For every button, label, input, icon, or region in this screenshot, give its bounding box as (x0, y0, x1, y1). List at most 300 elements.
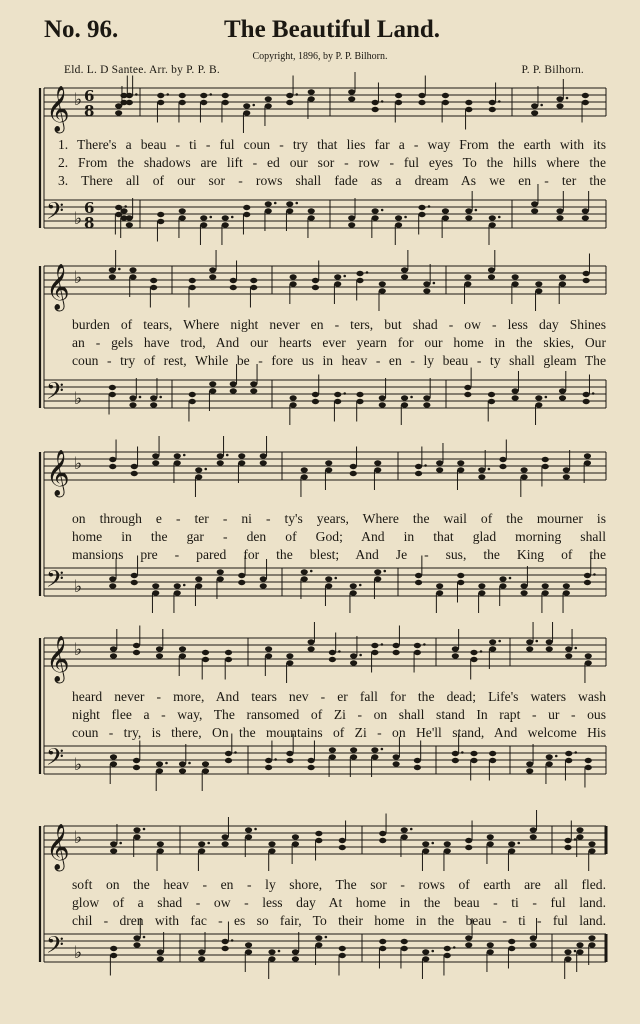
dot (555, 755, 558, 758)
time-signature-bottom: 8 (84, 102, 95, 120)
dot (135, 93, 138, 96)
notehead (157, 93, 164, 98)
dot (381, 643, 384, 646)
notehead (588, 942, 595, 947)
lyric-line: soft on the heav - en - ly shore, The sor - rows of earth are all fled. (72, 877, 606, 892)
notehead (436, 460, 443, 465)
notehead (129, 395, 136, 400)
notehead (195, 467, 202, 472)
bass-staff (44, 377, 606, 410)
notehead (222, 100, 229, 105)
notehead (129, 402, 136, 407)
notehead (157, 212, 164, 217)
dot (254, 828, 257, 831)
notehead (489, 758, 496, 763)
notehead (531, 110, 538, 115)
notehead (217, 576, 224, 581)
dot (428, 205, 431, 208)
notehead (395, 93, 402, 98)
notehead (292, 834, 299, 839)
notehead (109, 385, 116, 390)
notehead (583, 399, 590, 404)
notehead (202, 761, 209, 766)
notehead (179, 768, 186, 773)
bass-notes (109, 556, 596, 614)
notehead (315, 935, 322, 940)
notehead (508, 939, 515, 944)
bass-notes (110, 734, 592, 792)
notehead (286, 201, 293, 206)
lyric-line: 1. There's a beau - ti - ful coun - try that lies far a - way From the earth with its (58, 137, 606, 152)
notehead (150, 402, 157, 407)
bass-staff (44, 931, 606, 964)
notehead (556, 215, 563, 220)
notehead (452, 758, 459, 763)
dot (424, 464, 427, 467)
dot (574, 647, 577, 650)
notehead (334, 399, 341, 404)
notehead (356, 278, 363, 283)
notehead (308, 208, 315, 213)
notehead (401, 834, 408, 839)
dot (183, 584, 186, 587)
notehead (286, 660, 293, 665)
notehead (189, 278, 196, 283)
notehead (238, 460, 245, 465)
notehead (245, 942, 252, 947)
notehead (133, 643, 140, 648)
dot (274, 758, 277, 761)
dot (231, 939, 234, 942)
dot (209, 93, 212, 96)
notehead (334, 281, 341, 286)
notehead (126, 93, 133, 98)
notehead (465, 935, 472, 940)
notehead (179, 215, 186, 220)
notehead (508, 946, 515, 951)
notehead (582, 215, 589, 220)
notehead (559, 274, 566, 279)
notehead (489, 751, 496, 756)
notehead (465, 107, 472, 112)
notehead (393, 643, 400, 648)
notehead (265, 103, 272, 108)
notehead (131, 573, 138, 578)
notehead (401, 946, 408, 951)
notehead (265, 96, 272, 101)
notehead (179, 646, 186, 651)
treble-clef-icon: 𝄞 (46, 450, 70, 496)
notehead (379, 831, 386, 836)
notehead (452, 751, 459, 756)
notehead (488, 267, 495, 272)
lyric-line: burden of tears, Where night never en - ters, but shad - ow - less day Shines (72, 317, 606, 332)
notehead (371, 747, 378, 752)
dot (404, 216, 407, 219)
dot (517, 842, 520, 845)
notehead (418, 212, 425, 217)
notehead (415, 471, 422, 476)
notehead (423, 288, 430, 293)
notehead (436, 583, 443, 588)
dot (166, 93, 169, 96)
notehead (457, 460, 464, 465)
notehead (465, 215, 472, 220)
notehead (195, 474, 202, 479)
notehead (379, 402, 386, 407)
notehead (329, 657, 336, 662)
notehead (588, 935, 595, 940)
notehead (563, 583, 570, 588)
dot (252, 104, 255, 107)
notehead (189, 399, 196, 404)
dot (431, 842, 434, 845)
dot (574, 838, 577, 841)
dot (498, 100, 501, 103)
notehead (478, 583, 485, 588)
notehead (423, 402, 430, 407)
dot (231, 216, 234, 219)
dot (278, 950, 281, 953)
notehead (238, 580, 245, 585)
notehead (265, 646, 272, 651)
notehead (339, 838, 346, 843)
notehead (350, 583, 357, 588)
notehead (308, 215, 315, 220)
notehead (546, 761, 553, 766)
notehead (250, 285, 257, 290)
notehead (418, 93, 425, 98)
notehead (265, 653, 272, 658)
flat-key-signature-icon: ♭ (74, 90, 83, 110)
notehead (110, 653, 117, 658)
dot (359, 584, 362, 587)
notehead (265, 765, 272, 770)
notehead (109, 583, 116, 588)
notehead (348, 222, 355, 227)
notehead (444, 848, 451, 853)
dot (592, 392, 595, 395)
notehead (260, 460, 267, 465)
dot (383, 570, 386, 573)
notehead (395, 222, 402, 227)
lyric-line: coun - try of rest, While be - fore us in heav - en - ly beau - ty shall gleam The (72, 353, 606, 368)
notehead (526, 768, 533, 773)
notehead (401, 827, 408, 832)
notehead (546, 646, 553, 651)
dot (359, 654, 362, 657)
notehead (585, 660, 592, 665)
notehead (189, 285, 196, 290)
notehead (109, 392, 116, 397)
notehead (348, 215, 355, 220)
notehead (487, 942, 494, 947)
notehead (565, 751, 572, 756)
notehead (131, 464, 138, 469)
notehead (470, 657, 477, 662)
notehead (488, 392, 495, 397)
dot (498, 216, 501, 219)
notehead (268, 848, 275, 853)
dot (234, 751, 237, 754)
notehead (350, 653, 357, 658)
notehead (260, 453, 267, 458)
notehead (286, 100, 293, 105)
notehead (563, 467, 570, 472)
dot (159, 396, 162, 399)
notehead (423, 281, 430, 286)
music-credit: P. P. Bilhorn. (521, 64, 584, 76)
notehead (200, 100, 207, 105)
dot (143, 828, 146, 831)
notehead (209, 267, 216, 272)
notehead (325, 460, 332, 465)
notehead (444, 953, 451, 958)
time-signature-top: 6 (84, 199, 95, 217)
lyric-line: 3. There all of our sor - rows shall fade as a dream As we en - ter the (58, 173, 606, 188)
notehead (401, 267, 408, 272)
treble-staff (44, 636, 606, 684)
notehead (308, 639, 315, 644)
notehead (133, 650, 140, 655)
notehead (157, 848, 164, 853)
notehead (348, 96, 355, 101)
notehead (179, 208, 186, 213)
notehead (329, 747, 336, 752)
treble-staff (44, 824, 606, 872)
notehead (268, 956, 275, 961)
notehead (521, 583, 528, 588)
notehead (110, 841, 117, 846)
bass-clef-icon: 𝄢 (46, 377, 65, 410)
notehead (436, 590, 443, 595)
dot (207, 842, 210, 845)
notehead (222, 946, 229, 951)
notehead (334, 392, 341, 397)
notehead (325, 467, 332, 472)
notehead (585, 758, 592, 763)
lyric-line: heard never - more, And tears nev - er fall for the dead; Life's waters wash (72, 689, 606, 704)
notehead (465, 208, 472, 213)
notehead (487, 841, 494, 846)
time-signature-bottom: 8 (84, 214, 95, 232)
notehead (418, 205, 425, 210)
notehead (488, 274, 495, 279)
dot (574, 950, 577, 953)
notehead (374, 576, 381, 581)
notehead (585, 653, 592, 658)
notehead (290, 281, 297, 286)
hymn-number: No. 96. (44, 16, 119, 43)
notehead (348, 89, 355, 94)
notehead (217, 569, 224, 574)
notehead (559, 395, 566, 400)
notehead (133, 834, 140, 839)
notehead (464, 392, 471, 397)
notehead (508, 848, 515, 853)
notehead (179, 653, 186, 658)
notehead (217, 453, 224, 458)
notehead (465, 942, 472, 947)
notehead (372, 107, 379, 112)
notehead (531, 208, 538, 213)
notehead (379, 939, 386, 944)
notehead (583, 271, 590, 276)
notehead (230, 388, 237, 393)
notehead (393, 761, 400, 766)
dot (433, 282, 436, 285)
notehead (530, 827, 537, 832)
notehead (393, 754, 400, 759)
notehead (535, 288, 542, 293)
notehead (415, 464, 422, 469)
flat-key-signature-icon: ♭ (74, 755, 83, 775)
dot (410, 396, 413, 399)
notehead (535, 402, 542, 407)
notehead (393, 650, 400, 655)
notehead (423, 395, 430, 400)
notehead (245, 827, 252, 832)
notehead (312, 399, 319, 404)
notehead (530, 834, 537, 839)
notehead (546, 754, 553, 759)
dot (118, 268, 121, 271)
notehead (457, 467, 464, 472)
dot (366, 271, 369, 274)
notehead (512, 281, 519, 286)
notehead (217, 460, 224, 465)
notehead (315, 831, 322, 836)
notehead (339, 946, 346, 951)
notehead (209, 274, 216, 279)
notehead (465, 845, 472, 850)
notehead (556, 103, 563, 108)
notehead (179, 761, 186, 766)
notehead (442, 208, 449, 213)
notehead (301, 467, 308, 472)
notehead (245, 949, 252, 954)
notehead (371, 754, 378, 759)
notehead (268, 949, 275, 954)
treble-clef-icon: 𝄞 (46, 264, 70, 310)
notehead (222, 841, 229, 846)
dot (183, 454, 186, 457)
dot (381, 209, 384, 212)
notehead (152, 590, 159, 595)
notehead (243, 205, 250, 210)
notehead (422, 956, 429, 961)
notehead (588, 841, 595, 846)
notehead (442, 93, 449, 98)
lyric-line: chil - dren with fac - es so fair, To their home in the beau - ti - ful land. (72, 913, 606, 928)
notehead (133, 765, 140, 770)
notehead (564, 845, 571, 850)
notehead (109, 464, 116, 469)
flat-key-signature-icon: ♭ (74, 577, 83, 597)
notehead (379, 288, 386, 293)
lyric-line: home in the gar - den of God; And in that glad morning shall (72, 529, 606, 544)
notehead (584, 453, 591, 458)
notehead (576, 942, 583, 947)
notehead (350, 464, 357, 469)
notehead (152, 460, 159, 465)
notehead (564, 956, 571, 961)
notehead (499, 464, 506, 469)
treble-clef-icon: 𝄞 (46, 824, 70, 870)
notehead (156, 653, 163, 658)
notehead (464, 274, 471, 279)
notehead (157, 841, 164, 846)
notehead (401, 395, 408, 400)
notehead (576, 834, 583, 839)
dot (124, 205, 127, 208)
notehead (372, 215, 379, 220)
dot (165, 762, 168, 765)
notehead (200, 222, 207, 227)
notehead (198, 949, 205, 954)
notehead (542, 590, 549, 595)
notehead (157, 219, 164, 224)
notehead (457, 573, 464, 578)
notehead (565, 653, 572, 658)
notehead (250, 381, 257, 386)
dot (325, 936, 328, 939)
notehead (442, 100, 449, 105)
notehead (546, 639, 553, 644)
notehead (265, 208, 272, 213)
dot (295, 93, 298, 96)
notehead (374, 460, 381, 465)
notehead (157, 100, 164, 105)
notehead (290, 274, 297, 279)
notehead (174, 583, 181, 588)
flat-key-signature-icon: ♭ (74, 268, 83, 288)
notehead (356, 392, 363, 397)
notehead (286, 751, 293, 756)
notehead (133, 758, 140, 763)
notehead (350, 754, 357, 759)
notehead (521, 590, 528, 595)
notehead (584, 580, 591, 585)
dot (381, 100, 384, 103)
notehead (508, 841, 515, 846)
notehead (245, 834, 252, 839)
notehead (238, 453, 245, 458)
notehead (563, 590, 570, 595)
notehead (395, 215, 402, 220)
notehead (133, 942, 140, 947)
dot (488, 468, 491, 471)
notehead (436, 467, 443, 472)
notehead (582, 208, 589, 213)
notehead (110, 946, 117, 951)
notehead (265, 758, 272, 763)
notehead (225, 657, 232, 662)
notehead (559, 281, 566, 286)
notehead (457, 580, 464, 585)
notehead (150, 285, 157, 290)
notehead (563, 474, 570, 479)
notehead (308, 96, 315, 101)
notehead (312, 285, 319, 290)
notehead (526, 761, 533, 766)
lyric-line: mansions pre - pared for the blest; And Je - sus, the King of the (72, 547, 606, 562)
notehead (588, 848, 595, 853)
notehead (526, 646, 533, 651)
notehead (286, 208, 293, 213)
notehead (442, 215, 449, 220)
flat-key-signature-icon: ♭ (74, 389, 83, 409)
